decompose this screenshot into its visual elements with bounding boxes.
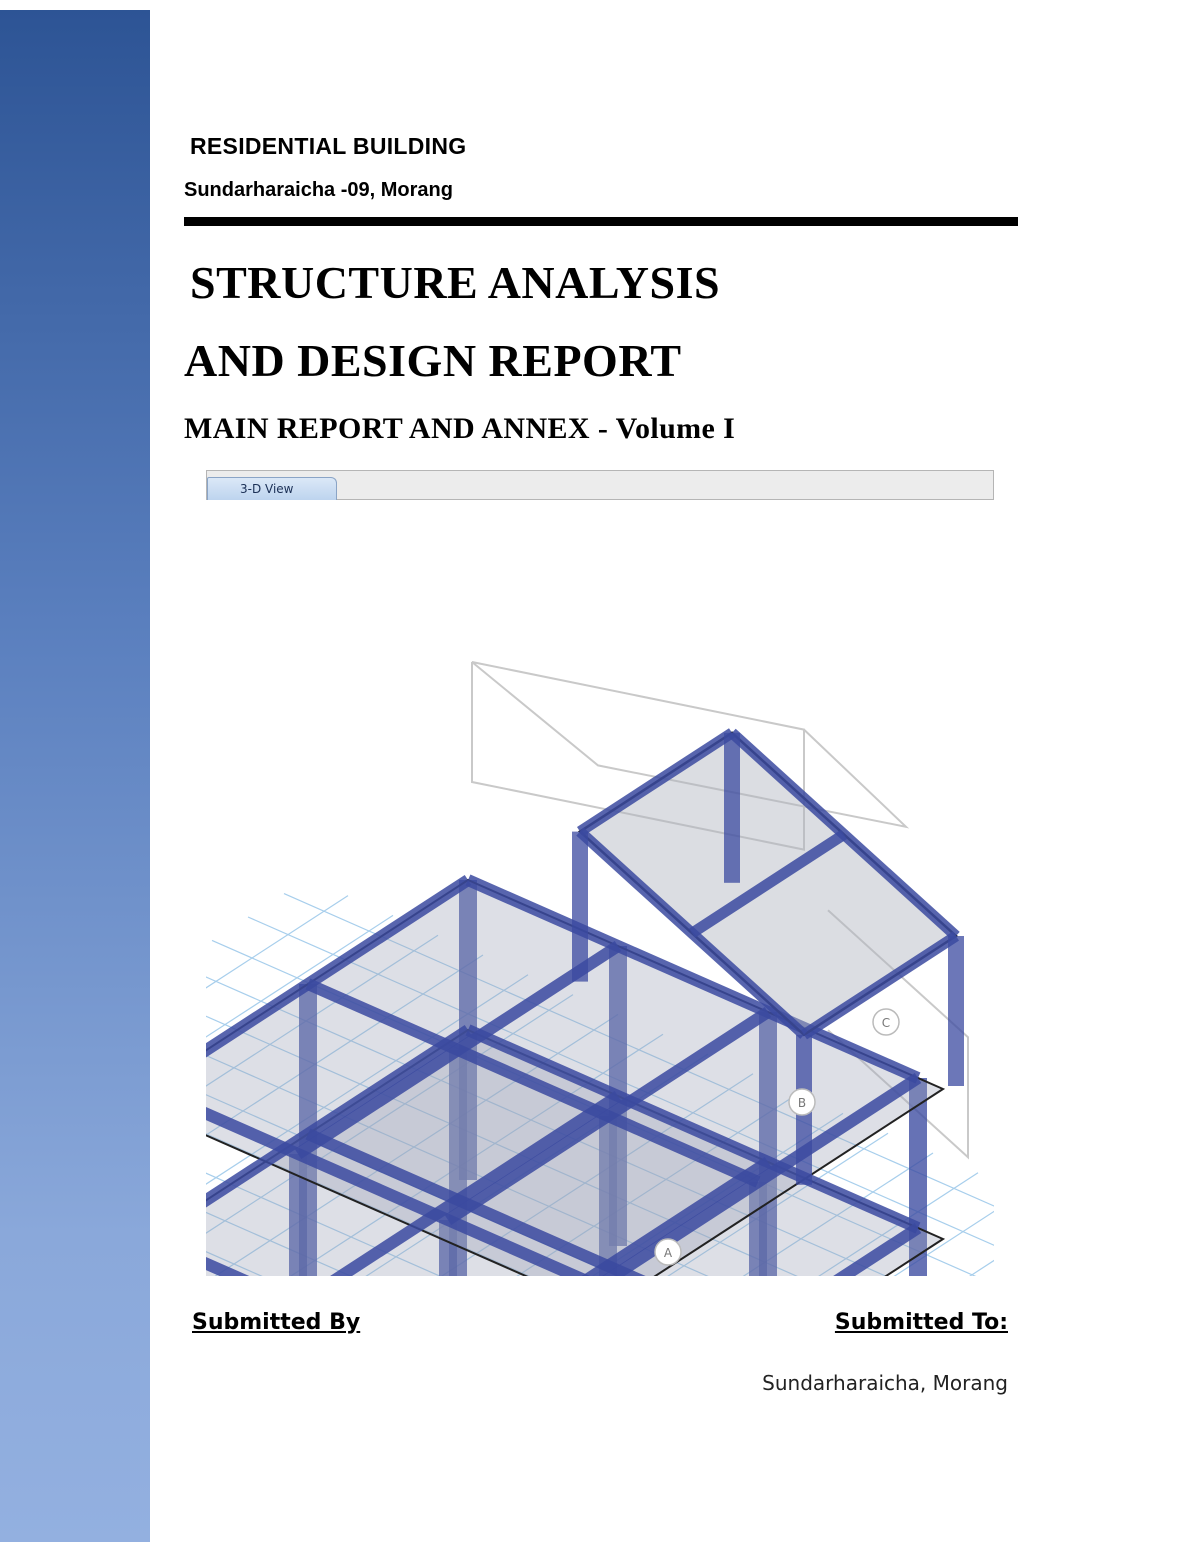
report-title-line-1: STRUCTURE ANALYSIS — [190, 257, 721, 308]
tab-3d-view[interactable]: 3-D View — [207, 477, 337, 501]
side-accent-bar — [0, 10, 150, 1542]
grid-bubble-label: B — [797, 1096, 807, 1110]
project-title: RESIDENTIAL BUILDING — [190, 133, 467, 159]
grid-bubble-label: A — [663, 1246, 673, 1260]
header-divider — [184, 217, 1018, 226]
report-subtitle: MAIN REPORT AND ANNEX - Volume I — [184, 412, 736, 445]
structure-3d-model-illustration — [206, 500, 994, 1276]
submitted-to-value: Sundarharaicha, Morang — [762, 1371, 1008, 1395]
submitted-by-label: Submitted By — [192, 1310, 361, 1335]
submitted-to-label: Submitted To: — [834, 1310, 1008, 1335]
roof-column — [948, 936, 964, 1086]
report-title-line-2: AND DESIGN REPORT — [184, 335, 682, 386]
roof-column — [724, 733, 740, 883]
grid-bubble-label: C — [881, 1016, 891, 1030]
structure-3d-model-view — [206, 500, 994, 1276]
project-location: Sundarharaicha -09, Morang — [184, 179, 453, 201]
model-view-tabbar — [206, 470, 994, 500]
roof-column — [572, 832, 588, 982]
